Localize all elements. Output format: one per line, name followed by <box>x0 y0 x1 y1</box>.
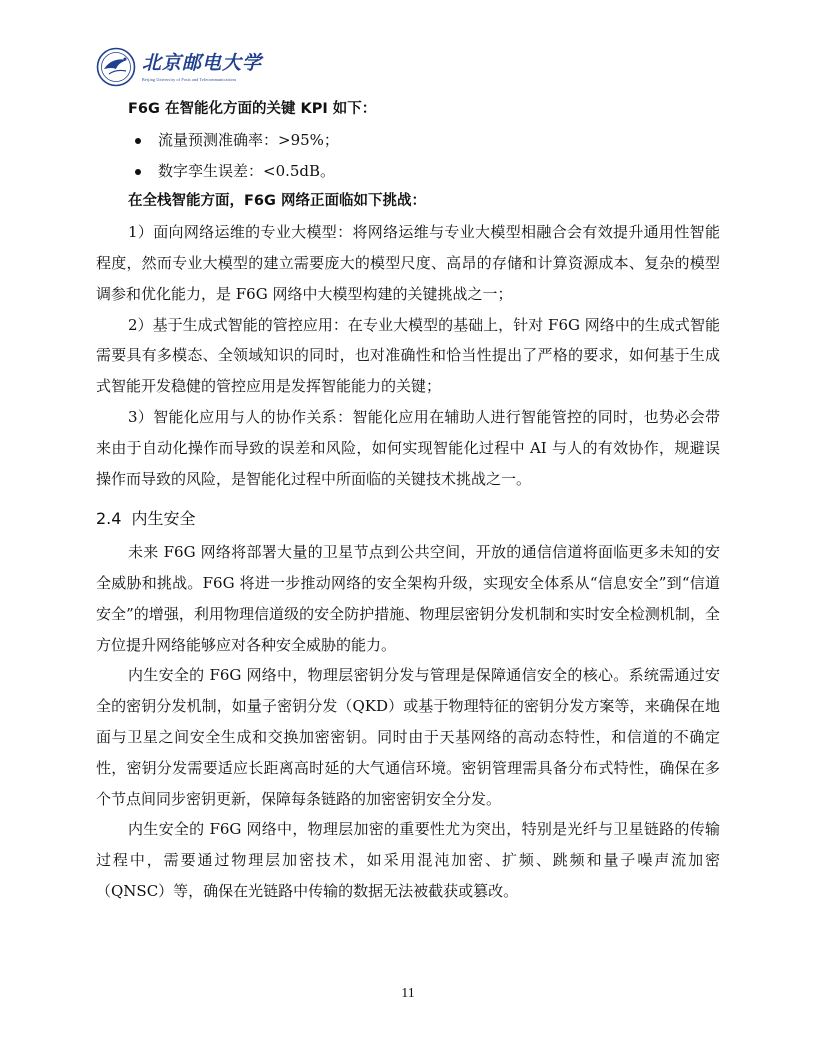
section-heading <box>96 504 720 535</box>
body-paragraph: 未来 F6G 网络将部署大量的卫星节点到公共空间，开放的通信信道将面临更多未知的安全威胁和挑战。F6G 将进一步推动网络的安全架构升级，实现安全体系从“信息安全”到“信道安全”的增强，利用物理信道级的安全防护措施、物理层密钥分发机制和实时安全检测机制，全方位提升网络能够应对各种安全威胁的能力。 <box>96 543 720 654</box>
document-body <box>96 94 720 907</box>
section-number: 2.4 <box>96 509 122 529</box>
university-header <box>96 42 262 92</box>
bullet-text: 数字孪生误差：<0.5dB。 <box>158 161 336 180</box>
body-paragraph: 内生安全的 F6G 网络中，物理层加密的重要性尤为突出，特别是光纤与卫星链路的传输过程中，需要通过物理层加密技术，如采用混沌加密、扩频、跳频和量子噪声流加密（QNSC）等，确保在光链路中传输的数据无法被截获或篡改。 <box>96 820 720 900</box>
page-number: 11 <box>401 986 415 1001</box>
logo-english-name: Beijing University of Posts and Telecommunications <box>142 76 237 82</box>
bullet-text: 流量预测准确率：>95%； <box>158 130 339 149</box>
university-emblem-icon <box>96 47 136 87</box>
bullet-icon <box>135 169 141 175</box>
section-title: 内生安全 <box>131 509 196 529</box>
challenge-item: 2）基于生成式智能的管控应用：在专业大模型的基础上，针对 F6G 网络中的生成式智能需要具有多模态、全领域知识的同时，也对准确性和恰当性提出了严格的要求，如何基于生成式智能开发稳健的管控应用是发挥智能能力的关键； <box>96 315 720 396</box>
bullet-item <box>96 156 720 187</box>
challenges-heading: 在全栈智能方面，F6G 网络正面临如下挑战： <box>128 193 426 210</box>
kpi-heading: F6G 在智能化方面的关键 KPI 如下： <box>128 101 377 117</box>
challenge-item: 3）智能化应用与人的协作关系：智能化应用在辅助人进行智能管控的同时，也势必会带来由于自动化操作而导致的误差和风险，如何实现智能化过程中 AI 与人的有效协作，规避误操作而导致的风险，是智能化过程中所面临的关键技术挑战之一。 <box>96 407 720 488</box>
body-paragraph: 内生安全的 F6G 网络中，物理层密钥分发与管理是保障通信安全的核心。系统需通过安全的密钥分发机制，如量子密钥分发（QKD）或基于物理特征的密钥分发方案等，来确保在地面与卫星之间安全生成和交换加密密钥。同时由于天基网络的高动态特性，和信道的不确定性，密钥分发需要适应长距离高时延的大气通信环境。密钥管理需具备分布式特性，确保在多个节点间同步密钥更新，保障每条链路的加密密钥安全分发。 <box>96 666 720 808</box>
challenge-item: 1）面向网络运维的专业大模型：将网络运维与专业大模型相融合会有效提升通用性智能程度，然而专业大模型的建立需要庞大的模型尺度、高昂的存储和计算资源成本、复杂的模型调参和优化能力，是 F6G 网络中大模型构建的关键挑战之一； <box>96 223 720 303</box>
logo-chinese-name: 北京邮电大学 <box>142 51 263 74</box>
bullet-item <box>96 125 720 156</box>
bullet-icon <box>135 138 141 144</box>
